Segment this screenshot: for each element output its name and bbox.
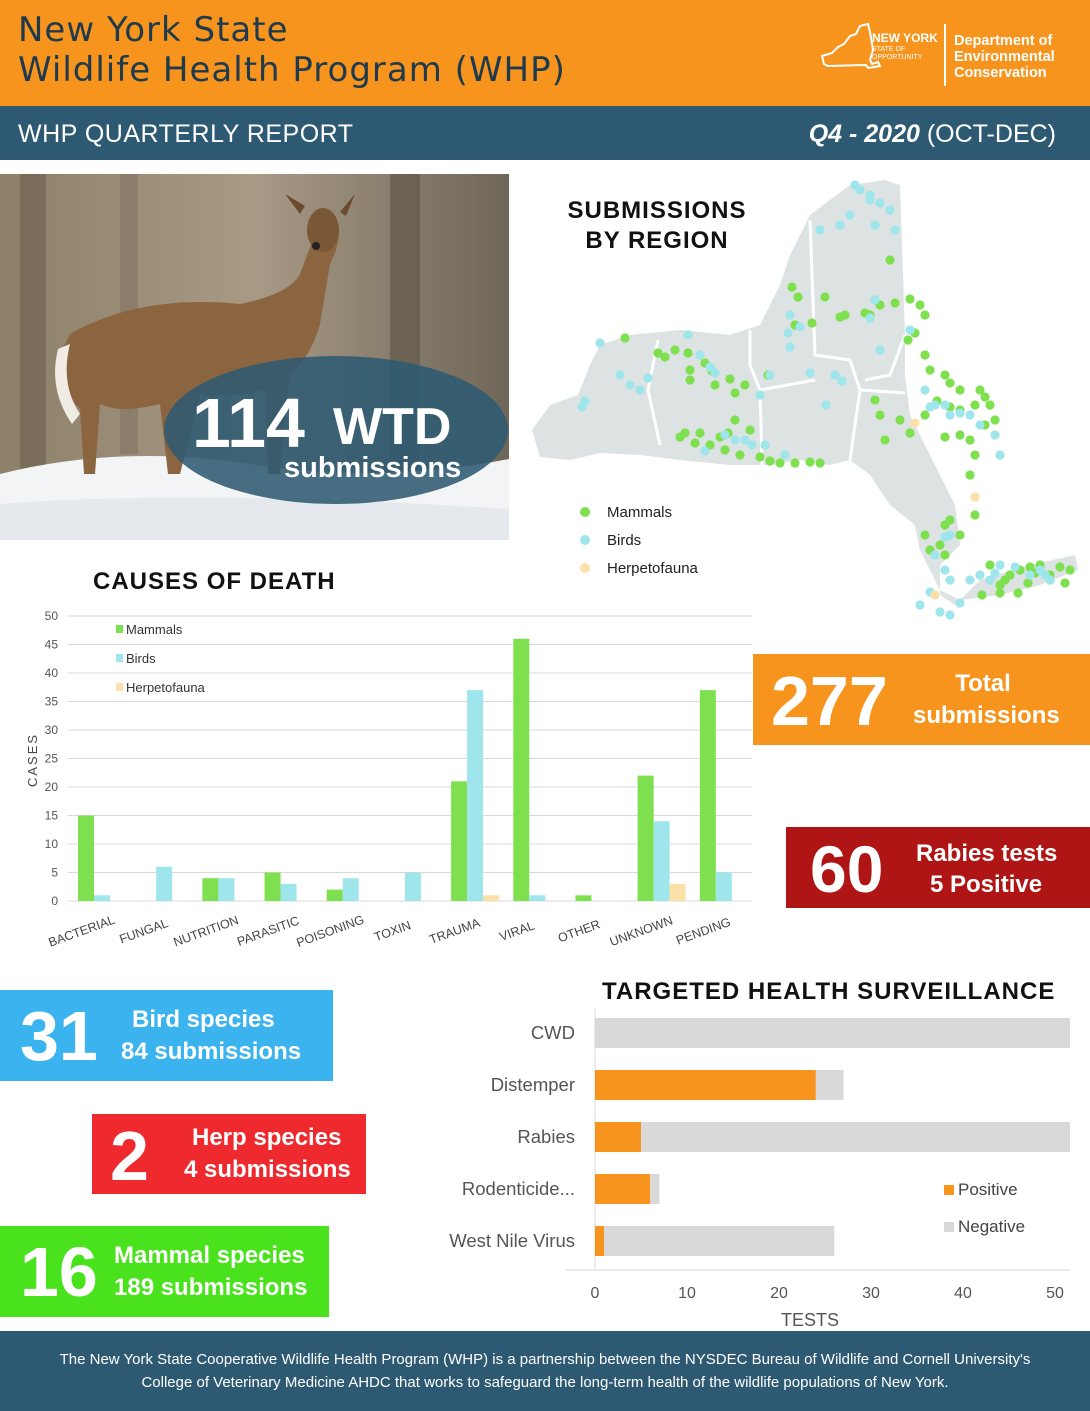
bird-dot	[850, 180, 859, 189]
bird-dot	[1045, 575, 1054, 584]
mammal-dot	[1065, 565, 1074, 574]
x-tick-label: TRAUMA	[427, 915, 482, 947]
mammal-dot	[730, 388, 739, 397]
mammal-dot	[870, 395, 879, 404]
mammal-dot	[683, 348, 692, 357]
x-tick-label: 10	[678, 1285, 696, 1302]
map-title-line-1: SUBMISSIONS	[567, 197, 747, 224]
bird-dot	[785, 310, 794, 319]
map-legend-item	[580, 526, 698, 554]
bird-dot	[990, 568, 999, 577]
map-title-line-2: BY REGION	[585, 227, 729, 254]
bird-dot	[930, 550, 939, 559]
logo-dept-line-2: Environmental	[954, 49, 1055, 65]
bar-negative	[650, 1174, 659, 1204]
mammal-dot	[685, 375, 694, 384]
bird-dot	[1010, 562, 1019, 571]
mammal-dot	[905, 428, 914, 437]
mammal-dot	[935, 540, 944, 549]
mammal-dot	[885, 255, 894, 264]
bird-dot	[805, 368, 814, 377]
mammal-dot	[990, 415, 999, 424]
mammal-dot	[895, 415, 904, 424]
map-legend-item	[580, 554, 698, 582]
mammal-dot	[1005, 570, 1014, 579]
bar-birds	[94, 895, 110, 901]
x-tick-label: BACTERIAL	[46, 912, 117, 950]
bird-dot	[920, 385, 929, 394]
mammal-dot	[710, 380, 719, 389]
bird-dot	[780, 450, 789, 459]
mammal-dot	[965, 470, 974, 479]
mammal-line-1: Mammal species	[114, 1242, 305, 1269]
y-axis-label: CASES	[25, 732, 40, 788]
mammal-dot	[1055, 562, 1064, 571]
bar-birds	[405, 873, 421, 902]
bar-birds	[467, 690, 483, 901]
total-line-2: submissions	[913, 702, 1060, 729]
total-number: 277	[771, 662, 888, 740]
bird-dot	[683, 330, 692, 339]
legend-swatch	[116, 625, 123, 633]
title-line-1: New York State	[18, 10, 289, 50]
mammal-dot	[690, 438, 699, 447]
bird-dot	[875, 198, 884, 207]
bird-dot	[865, 195, 874, 204]
bird-dot	[995, 560, 1004, 569]
x-axis-label: TESTS	[780, 1310, 840, 1330]
logo-dept-line-1: Department of	[954, 33, 1053, 49]
title-line-2: Wildlife Health Program (WHP)	[18, 50, 566, 90]
bar-negative	[595, 1018, 1070, 1048]
mammal-dot	[920, 310, 929, 319]
bird-dot	[990, 430, 999, 439]
bird-dot	[720, 430, 729, 439]
bird-dot	[870, 295, 879, 304]
mammal-dot	[920, 530, 929, 539]
legend-label: Positive	[958, 1180, 1018, 1199]
bar-mammals	[513, 639, 529, 901]
bird-dot	[915, 600, 924, 609]
total-line-1: Total	[955, 670, 1011, 697]
herp-line-2: 4 submissions	[184, 1156, 351, 1183]
wtd-label: WTD	[333, 398, 452, 456]
bar-mammals	[638, 776, 654, 901]
bird-dot	[695, 350, 704, 359]
legend-label: Herpetofauna	[126, 680, 205, 695]
x-tick-label: 0	[590, 1285, 600, 1302]
bird-dot	[747, 440, 756, 449]
header-banner	[0, 0, 1090, 106]
mammal-dot	[790, 458, 799, 467]
bar-negative	[604, 1226, 834, 1256]
bird-line-1: Bird species	[132, 1006, 275, 1033]
bar-birds	[716, 873, 732, 902]
bar-birds	[654, 821, 670, 901]
bird-dot	[940, 400, 949, 409]
x-tick-label: 50	[1046, 1285, 1064, 1302]
herp-species-number: 2	[110, 1117, 149, 1195]
bird-dot	[995, 450, 1004, 459]
mammal-dot	[905, 294, 914, 303]
y-tick-label: 35	[44, 694, 58, 709]
bird-dot	[865, 313, 874, 322]
bird-dot	[885, 205, 894, 214]
mammal-dot	[925, 365, 934, 374]
bird-dot	[615, 370, 624, 379]
mammal-dot	[955, 530, 964, 539]
bird-dot	[730, 435, 739, 444]
legend-swatch	[116, 683, 123, 691]
y-tick-label: 10	[44, 837, 58, 851]
mammal-dot	[880, 435, 889, 444]
mammal-dot	[1013, 588, 1022, 597]
mammal-dot	[793, 292, 802, 301]
y-tick-label: 25	[44, 751, 58, 766]
bird-dot	[875, 345, 884, 354]
mammal-dot	[740, 380, 749, 389]
mammal-dot	[940, 370, 949, 379]
herp-line-1: Herp species	[192, 1124, 342, 1151]
legend-swatch	[116, 654, 123, 662]
bird-dot	[710, 368, 719, 377]
y-tick-label: 45	[44, 637, 58, 652]
report-bar	[0, 106, 1090, 160]
legend-swatch	[944, 1222, 954, 1232]
category-label: Rodenticide...	[461, 1178, 575, 1199]
mammal-dot	[970, 510, 979, 519]
mammal-dot	[675, 432, 684, 441]
x-tick-label: 40	[954, 1285, 972, 1302]
bar-birds	[156, 867, 172, 901]
mammal-dot	[875, 410, 884, 419]
herp-dot	[910, 418, 919, 427]
bird-dot	[965, 410, 974, 419]
bar-mammals	[451, 781, 467, 901]
mammal-dot	[660, 352, 669, 361]
logo-state-line-1: NEW YORK	[872, 31, 938, 45]
herp-species-box	[92, 1114, 366, 1194]
x-tick-label: 20	[770, 1285, 788, 1302]
bird-dot	[935, 607, 944, 616]
footer	[0, 1331, 1090, 1411]
mammal-dot	[995, 588, 1004, 597]
mammal-dot	[915, 300, 924, 309]
mammal-dot	[670, 345, 679, 354]
mammal-dot	[695, 428, 704, 437]
bird-dot	[625, 380, 634, 389]
bar-birds	[343, 878, 359, 901]
bird-dot	[760, 440, 769, 449]
quarter-bold: Q4 - 2020	[808, 120, 920, 148]
y-tick-label: 30	[44, 723, 58, 737]
mammal-species-number: 16	[20, 1233, 98, 1311]
bar-herpetofauna	[670, 884, 686, 901]
bar-birds	[218, 878, 234, 901]
bird-dot	[643, 373, 652, 382]
rabies-number: 60	[810, 832, 884, 906]
total-submissions-box	[753, 654, 1090, 745]
bar-herpetofauna	[483, 895, 499, 901]
bird-dot	[755, 390, 764, 399]
bird-dot	[940, 565, 949, 574]
bird-line-2: 84 submissions	[121, 1038, 302, 1065]
bird-dot	[955, 598, 964, 607]
category-label: West Nile Virus	[449, 1230, 575, 1251]
bar-mammals	[575, 895, 591, 901]
mammal-dot	[920, 410, 929, 419]
bird-dot	[930, 400, 939, 409]
mammal-dot	[735, 450, 744, 459]
mammal-dot	[940, 432, 949, 441]
mammal-dot	[807, 318, 816, 327]
mammal-dot	[725, 374, 734, 383]
y-tick-label: 50	[44, 609, 58, 623]
bird-dot	[595, 338, 604, 347]
x-tick-label: PENDING	[674, 914, 733, 948]
x-tick-label: POISONING	[294, 912, 367, 950]
legend-swatch	[944, 1185, 954, 1195]
footer-line-1: The New York State Cooperative Wildlife Health Program (WHP) is a partnership between the NYSDEC Bureau of Wildlife and Cornell University's	[59, 1351, 1031, 1368]
mammal-dot	[745, 425, 754, 434]
mammal-dot	[920, 350, 929, 359]
mammal-dot	[955, 430, 964, 439]
bird-dot	[955, 408, 964, 417]
causes-of-death-chart	[20, 600, 760, 970]
bird-dot	[700, 446, 709, 455]
mammal-dot	[940, 520, 949, 529]
bar-birds	[529, 895, 545, 901]
cod-chart-title: CAUSES OF DEATH	[93, 568, 336, 595]
ths-chart-title: TARGETED HEALTH SURVEILLANCE	[602, 978, 1056, 1005]
rabies-line-1: Rabies tests	[916, 840, 1058, 867]
bird-dot	[975, 570, 984, 579]
logo-state-line-2: STATE OF	[872, 46, 906, 53]
rabies-line-2: 5 Positive	[930, 871, 1043, 898]
category-label: Rabies	[517, 1126, 575, 1147]
x-tick-label: FUNGAL	[117, 915, 171, 947]
mammal-dot	[775, 458, 784, 467]
mammal-dot	[1060, 578, 1069, 587]
mammal-dot	[730, 415, 739, 424]
wtd-submissions-label: submissions	[284, 452, 462, 484]
bird-dot	[783, 328, 792, 337]
bird-dot	[945, 610, 954, 619]
bird-dot	[837, 376, 846, 385]
mammal-line-2: 189 submissions	[114, 1274, 308, 1301]
rabies-tests-box	[786, 827, 1090, 908]
deer-photo	[0, 174, 509, 540]
mammal-dot	[787, 282, 796, 291]
mammal-dot	[815, 458, 824, 467]
mammal-dot	[977, 590, 986, 599]
bar-negative	[641, 1122, 1070, 1152]
x-tick-label: PARASITIC	[235, 913, 302, 949]
x-tick-label: VIRAL	[497, 918, 537, 944]
wtd-number: 114	[192, 384, 305, 462]
category-label: CWD	[530, 1022, 575, 1043]
bird-dot	[845, 210, 854, 219]
mammal-dot	[765, 456, 774, 465]
mammal-dot	[945, 378, 954, 387]
bird-dot	[835, 220, 844, 229]
map-legend-item	[580, 498, 698, 526]
bird-dot	[945, 575, 954, 584]
bird-dot	[815, 225, 824, 234]
x-tick-label: OTHER	[556, 917, 603, 946]
herp-dot	[970, 492, 979, 501]
quarter-label	[809, 120, 1056, 149]
mammal-dot	[820, 292, 829, 301]
mammals-swatch	[580, 507, 590, 517]
bar-positive	[595, 1226, 604, 1256]
mammal-species-box	[0, 1226, 329, 1317]
bar-positive	[595, 1174, 650, 1204]
nys-dec-logo	[818, 20, 1068, 90]
mammal-dot	[685, 365, 694, 374]
mammal-dot	[620, 333, 629, 342]
bird-dot	[890, 225, 899, 234]
bird-dot	[830, 370, 839, 379]
herp-swatch	[580, 563, 590, 573]
mammal-dot	[980, 392, 989, 401]
logo-dept-line-3: Conservation	[954, 65, 1047, 81]
bar-mammals	[327, 890, 343, 901]
bar-positive	[595, 1122, 641, 1152]
mammal-dot	[985, 560, 994, 569]
map-legend-mammals: Mammals	[607, 503, 673, 521]
bird-dot	[1025, 570, 1034, 579]
map-legend	[580, 498, 698, 582]
bird-species-box	[0, 990, 333, 1081]
mammal-dot	[840, 310, 849, 319]
bar-mammals	[265, 873, 281, 902]
bird-dot	[965, 575, 974, 584]
mammal-dot	[965, 435, 974, 444]
legend-label: Mammals	[126, 622, 183, 637]
bird-species-number: 31	[20, 997, 98, 1075]
map-legend-birds: Birds	[607, 531, 642, 549]
bird-dot	[765, 370, 774, 379]
y-tick-label: 5	[51, 865, 58, 880]
mammal-dot	[720, 445, 729, 454]
bird-dot	[975, 420, 984, 429]
y-tick-label: 15	[44, 808, 58, 823]
mammal-dot	[970, 400, 979, 409]
report-label: WHP QUARTERLY REPORT	[18, 120, 354, 148]
mammal-dot	[985, 400, 994, 409]
bar-negative	[816, 1070, 844, 1100]
bird-dot	[577, 402, 586, 411]
herp-dot	[930, 590, 939, 599]
y-tick-label: 0	[51, 894, 58, 908]
birds-swatch	[580, 535, 590, 545]
mammal-dot	[890, 298, 899, 307]
bird-dot	[940, 532, 949, 541]
mammal-dot	[1023, 578, 1032, 587]
x-tick-label: NUTRITION	[171, 913, 241, 950]
map-legend-herps: Herpetofauna	[607, 559, 698, 577]
category-label: Distemper	[490, 1074, 575, 1095]
bird-dot	[795, 322, 804, 331]
bird-dot	[635, 385, 644, 394]
surveillance-chart	[430, 1000, 1070, 1335]
mammal-dot	[940, 550, 949, 559]
legend-label: Negative	[958, 1217, 1026, 1236]
mammal-dot	[903, 335, 912, 344]
mammal-dot	[805, 457, 814, 466]
x-tick-label: 30	[862, 1285, 880, 1302]
bar-birds	[281, 884, 297, 901]
bar-positive	[595, 1070, 816, 1100]
y-tick-label: 40	[44, 666, 58, 680]
y-tick-label: 20	[44, 780, 58, 794]
bar-mammals	[202, 878, 218, 901]
bird-dot	[870, 220, 879, 229]
bird-dot	[821, 400, 830, 409]
bird-dot	[945, 410, 954, 419]
bird-dot	[905, 325, 914, 334]
x-tick-label: TOXIN	[372, 918, 413, 945]
x-tick-label: UNKNOWN	[607, 913, 675, 950]
mammal-dot	[970, 450, 979, 459]
quarter-range: (OCT-DEC)	[926, 120, 1056, 148]
bar-mammals	[700, 690, 716, 901]
mammal-dot	[755, 452, 764, 461]
legend-label: Birds	[126, 651, 156, 666]
mammal-dot	[955, 385, 964, 394]
footer-line-2: College of Veterinary Medicine AHDC that works to safeguard the long-term health of the wildlife populations of New York.	[141, 1374, 949, 1391]
logo-state-line-3: OPPORTUNITY	[872, 54, 923, 61]
bar-mammals	[78, 816, 94, 902]
bird-dot	[785, 342, 794, 351]
